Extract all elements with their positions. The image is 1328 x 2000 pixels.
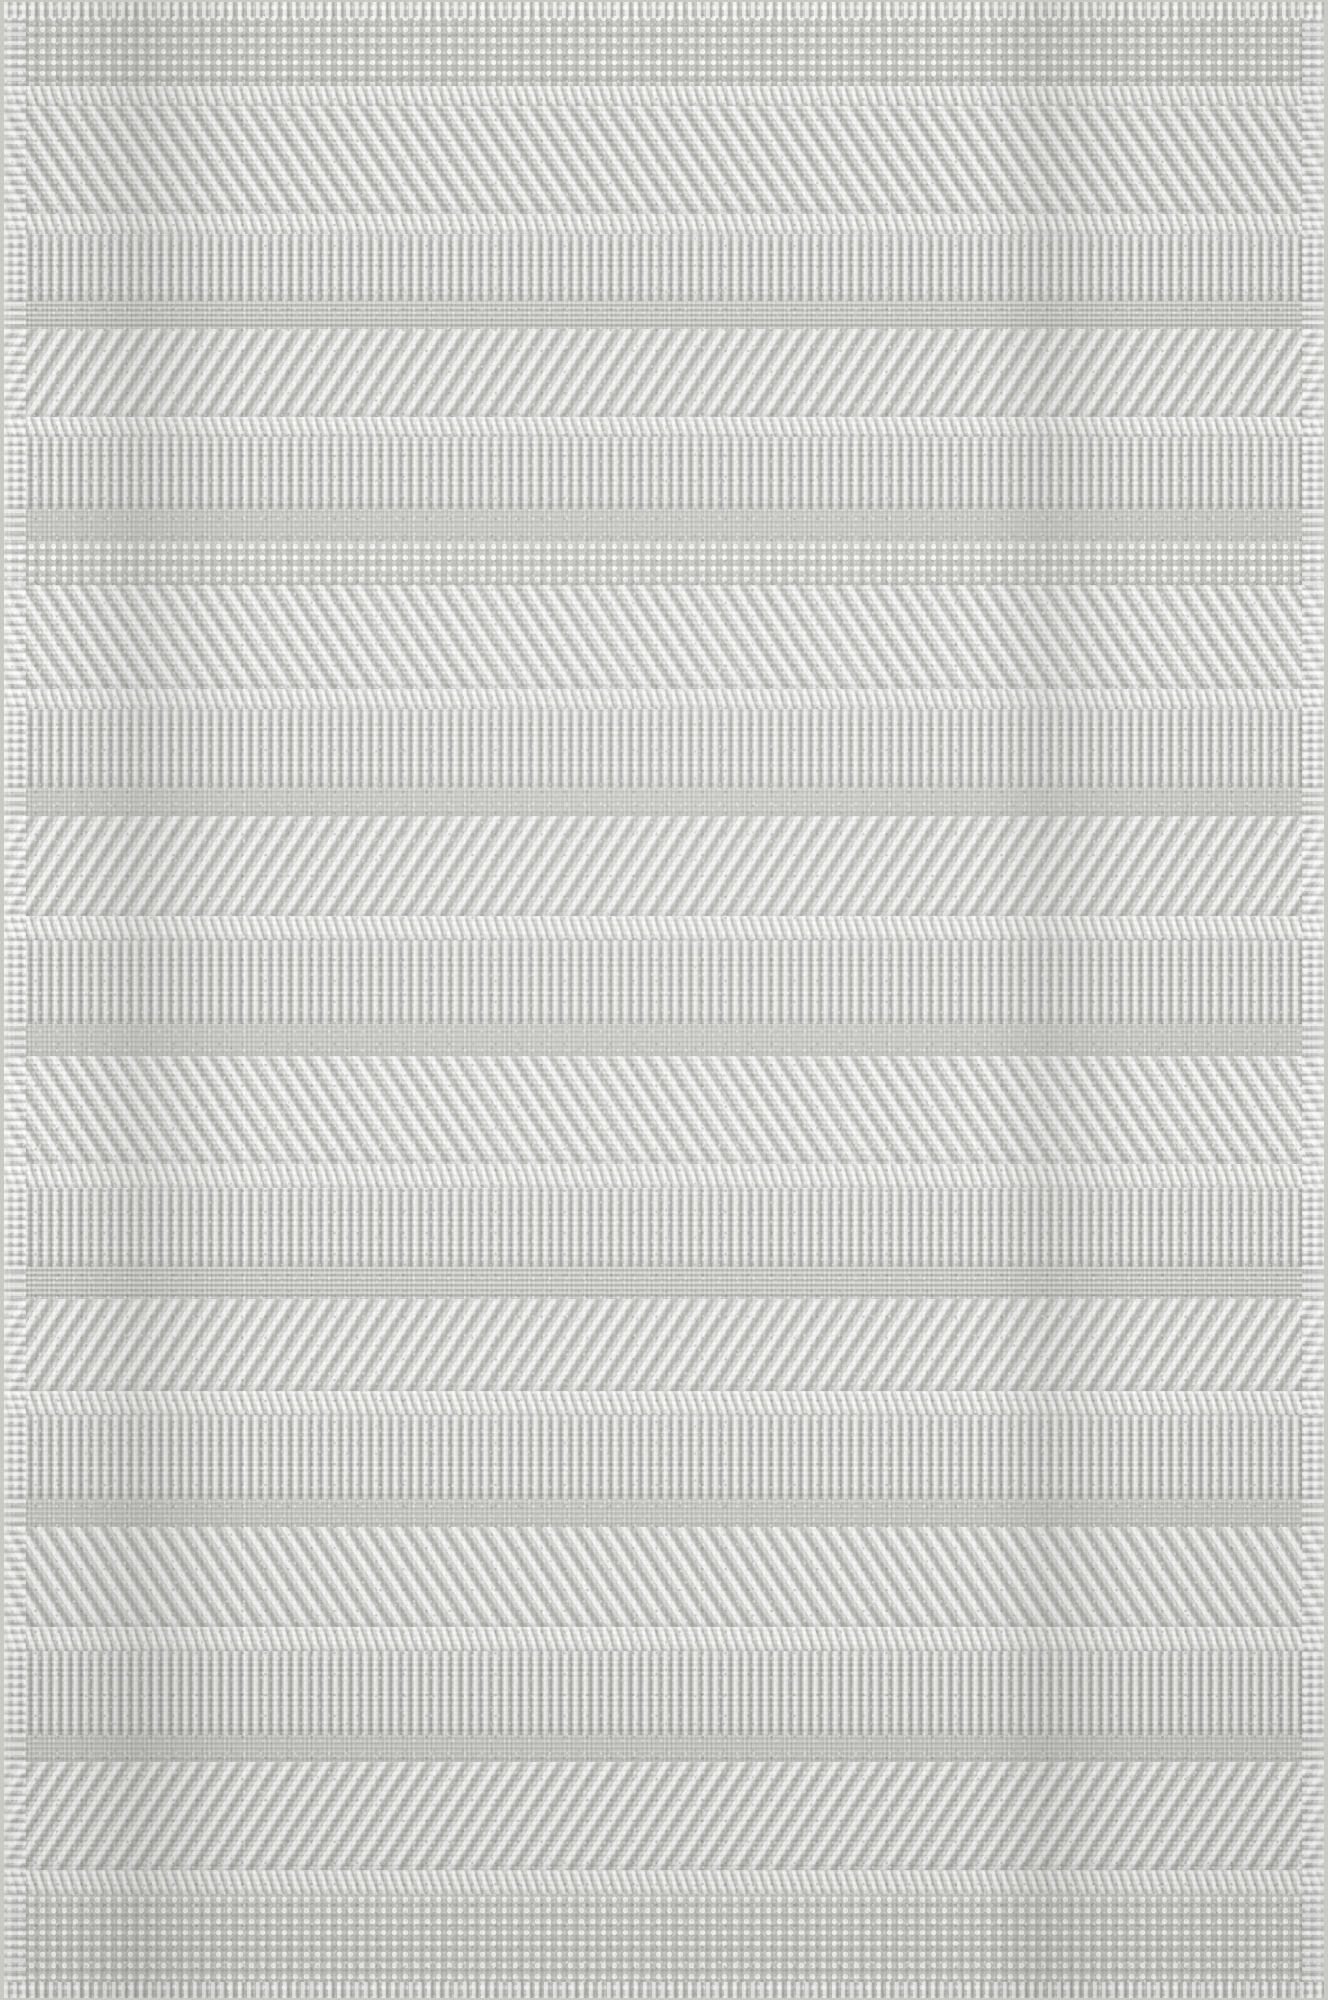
rug-band-rib — [4, 1651, 1324, 1735]
rug-top-selvedge — [4, 2, 1324, 18]
rug-band-chevron — [4, 329, 1324, 417]
rug-band-braid — [4, 417, 1324, 437]
rug-band-flat — [4, 1267, 1324, 1299]
rug-band-braid — [4, 1870, 1324, 1894]
rug-band-chevron — [4, 816, 1324, 916]
rug-band-flat — [4, 1024, 1324, 1056]
rug-band-braid — [4, 1627, 1324, 1651]
rug-band-flat — [4, 301, 1324, 329]
rug-band-rib — [4, 709, 1324, 789]
rug-band-rib — [4, 234, 1324, 302]
rug-surface — [4, 2, 1324, 1998]
rug-band-rib — [4, 940, 1324, 1024]
rug-band-chevron — [4, 1762, 1324, 1870]
rug-lattice-overlay — [4, 585, 1324, 689]
rug-band-chevron — [4, 1056, 1324, 1164]
rug-right-selvedge — [1302, 2, 1324, 1998]
rug-band-braid — [4, 1164, 1324, 1188]
rug-band-chevron — [4, 1527, 1324, 1627]
rug-band-pebble — [4, 541, 1324, 585]
rug-band-braid — [4, 689, 1324, 709]
image-alt-text — [0, 0, 1, 1]
rug-band-braid — [4, 86, 1324, 106]
rug-band-braid — [4, 214, 1324, 234]
rug-band-chevron — [4, 1299, 1324, 1391]
rug-band-braid — [4, 1391, 1324, 1415]
rug-band-chevron — [4, 585, 1324, 689]
rug-bottom-selvedge — [4, 1982, 1324, 1998]
rug-band-flat — [4, 1499, 1324, 1527]
rug-lattice-overlay — [4, 1056, 1324, 1164]
rug-left-selvedge — [4, 2, 26, 1998]
rug-band-rib — [4, 437, 1324, 509]
rug-band-chevron — [4, 106, 1324, 214]
rug-band-rib — [4, 1415, 1324, 1499]
rug-band-braid — [4, 916, 1324, 940]
rug-band-rib — [4, 1188, 1324, 1268]
rug-band-flat — [4, 1735, 1324, 1763]
rug-band-flat — [4, 509, 1324, 541]
rug-band-flat — [4, 788, 1324, 816]
